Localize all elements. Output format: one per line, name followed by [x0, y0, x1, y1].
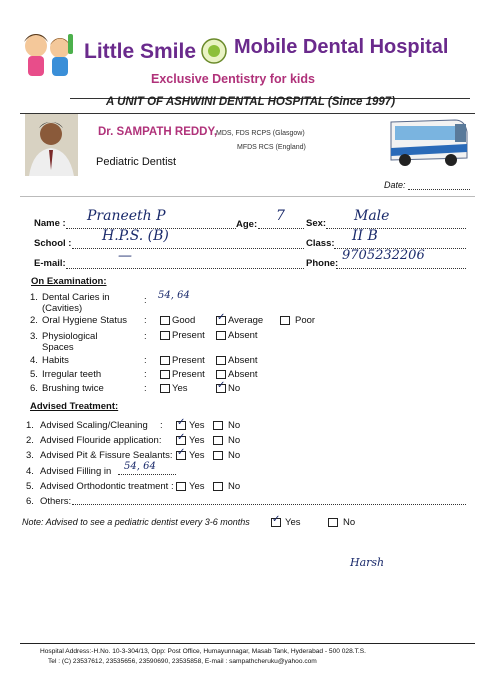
- logo-right-text: Mobile Dental Hospital: [234, 36, 449, 58]
- hygiene-poor-label: Poor: [295, 315, 316, 326]
- others-line: [72, 504, 466, 505]
- exam-label-2: Oral Hygiene Status: [42, 315, 128, 326]
- scaling-no-checkbox[interactable]: [213, 421, 223, 430]
- footer-rule: [20, 643, 475, 644]
- sex-line: [326, 228, 466, 229]
- sealants-no-label: No: [228, 450, 241, 461]
- header-subtitle: Exclusive Dentistry for kids: [151, 72, 315, 86]
- exam-caries-value[interactable]: 54, 64: [158, 290, 190, 301]
- spaces-present-checkbox[interactable]: [160, 331, 170, 340]
- sealants-yes-checkbox[interactable]: [176, 451, 186, 460]
- class-value[interactable]: II B: [352, 228, 378, 244]
- irregular-present-checkbox[interactable]: [160, 370, 170, 379]
- ortho-no-label: No: [228, 481, 241, 492]
- hygiene-average-label: Average: [228, 315, 264, 326]
- treat-label-1: Advised Scaling/Cleaning: [40, 420, 148, 431]
- treatment-title: Advised Treatment:: [30, 401, 119, 412]
- treat-colon-1: :: [160, 420, 163, 431]
- irregular-absent-label: Absent: [228, 369, 258, 380]
- ortho-yes-checkbox[interactable]: [176, 482, 186, 491]
- school-value[interactable]: H.P.S. (B): [102, 228, 169, 244]
- age-line: [258, 228, 304, 229]
- school-label: School :: [34, 238, 72, 249]
- phone-value[interactable]: 9705232206: [342, 248, 425, 263]
- exam-colon-5: :: [144, 369, 147, 380]
- signature: Harsh: [350, 556, 385, 569]
- treat-label-4: Advised Filling in: [40, 466, 112, 477]
- class-label: Class:: [306, 238, 335, 249]
- treat-label-5: Advised Orthodontic treatment :: [40, 481, 174, 492]
- email-line: [66, 268, 304, 269]
- fluoride-no-checkbox[interactable]: [213, 436, 223, 445]
- note-yes-label: Yes: [285, 517, 301, 528]
- doctor-photo: [25, 114, 78, 176]
- exam-num-1: 1.: [30, 292, 38, 303]
- scaling-yes-checkbox[interactable]: [176, 421, 186, 430]
- sex-label: Sex:: [306, 218, 327, 229]
- brushing-yes-checkbox[interactable]: [160, 384, 170, 393]
- exam-label-1: Dental Caries in (Cavities): [42, 292, 110, 314]
- date-label: Date:: [384, 180, 406, 190]
- ortho-no-checkbox[interactable]: [213, 482, 223, 491]
- phone-line: [336, 268, 466, 269]
- footer-address: Hospital Address:-H.No. 10-3-304/13, Opp: Post Office, Humayunnagar, Masab Tank, Hyderabad - 500 028.T.S.: [40, 648, 366, 655]
- note-yes-checkbox[interactable]: [271, 518, 281, 527]
- treat-num-3: 3.: [26, 450, 34, 461]
- habits-present-label: Present: [172, 355, 205, 366]
- doctor-name: Dr. SAMPATH REDDY,: [98, 126, 218, 138]
- exam-num-3: 3.: [30, 331, 38, 342]
- exam-colon-4: :: [144, 355, 147, 366]
- exam-colon-2: :: [144, 315, 147, 326]
- irregular-present-label: Present: [172, 369, 205, 380]
- brushing-yes-label: Yes: [172, 383, 188, 394]
- logo-left-text: Little Smile: [84, 40, 197, 63]
- fluoride-no-label: No: [228, 435, 241, 446]
- filling-line: [118, 474, 176, 475]
- hygiene-good-checkbox[interactable]: [160, 316, 170, 325]
- exam-label-6: Brushing twice: [42, 383, 104, 394]
- kids-logo-illustration: [16, 28, 80, 84]
- name-label: Name :: [34, 218, 66, 229]
- exam-num-6: 6.: [30, 383, 38, 394]
- sealants-no-checkbox[interactable]: [213, 451, 223, 460]
- exam-colon-1: :: [144, 295, 147, 306]
- email-value[interactable]: —: [118, 248, 132, 264]
- age-value[interactable]: 7: [276, 208, 285, 224]
- treat-num-4: 4.: [26, 466, 34, 477]
- treat-label-3: Advised Pit & Fissure Sealants:: [40, 450, 173, 461]
- age-label: Age:: [236, 219, 258, 230]
- school-line: [72, 248, 304, 249]
- doctor-specialty: Pediatric Dentist: [96, 156, 177, 168]
- treat-num-2: 2.: [26, 435, 34, 446]
- note-text: Note: Advised to see a pediatric dentist every 3-6 months: [22, 517, 250, 527]
- ortho-yes-label: Yes: [189, 481, 205, 492]
- sex-value[interactable]: Male: [354, 208, 390, 224]
- brushing-no-checkbox[interactable]: [216, 384, 226, 393]
- treat-num-5: 5.: [26, 481, 34, 492]
- fluoride-yes-label: Yes: [189, 435, 205, 446]
- treat-num-1: 1.: [26, 420, 34, 431]
- hygiene-poor-checkbox[interactable]: [280, 316, 290, 325]
- exam-label-5: Irregular teeth: [42, 369, 102, 380]
- filling-value[interactable]: 54, 64: [124, 461, 156, 472]
- sealants-yes-label: Yes: [189, 450, 205, 461]
- doctor-degrees-1: MDS, FDS RCPS (Glasgow): [216, 130, 305, 137]
- email-label: E-mail:: [34, 258, 66, 269]
- footer-tel: Tel : (C) 23537612, 23535656, 23590690, 23535858, E-mail : sampathcheruku@yahoo.com: [48, 658, 317, 665]
- hygiene-average-checkbox[interactable]: [216, 316, 226, 325]
- bus-illustration: [385, 112, 470, 170]
- scaling-yes-label: Yes: [189, 420, 205, 431]
- exam-num-2: 2.: [30, 315, 38, 326]
- exam-colon-6: :: [144, 383, 147, 394]
- exam-num-5: 5.: [30, 369, 38, 380]
- irregular-absent-checkbox[interactable]: [216, 370, 226, 379]
- name-value[interactable]: Praneeth P: [87, 208, 166, 224]
- exam-num-4: 4.: [30, 355, 38, 366]
- hygiene-good-label: Good: [172, 315, 196, 326]
- treat-num-6: 6.: [26, 496, 34, 507]
- spaces-present-label: Present: [172, 330, 205, 341]
- treat-label-6: Others:: [40, 496, 72, 507]
- spaces-absent-label: Absent: [228, 330, 258, 341]
- examination-title: On Examination:: [31, 276, 107, 287]
- fluoride-yes-checkbox[interactable]: [176, 436, 186, 445]
- habits-absent-label: Absent: [228, 355, 258, 366]
- doctor-degrees-2: MFDS RCS (England): [237, 144, 306, 151]
- phone-label: Phone:: [306, 258, 339, 269]
- exam-label-3: Physiological Spaces: [42, 331, 98, 353]
- note-no-label: No: [343, 517, 356, 528]
- treat-label-2: Advised Flouride application:: [40, 435, 162, 446]
- habits-present-checkbox[interactable]: [160, 356, 170, 365]
- unit-line: A UNIT OF ASHWINI DENTAL HOSPITAL (Since 1997): [106, 96, 396, 108]
- brushing-no-label: No: [228, 383, 241, 394]
- exam-label-4: Habits: [42, 355, 69, 366]
- scaling-no-label: No: [228, 420, 241, 431]
- note-no-checkbox[interactable]: [328, 518, 338, 527]
- form-top-rule: [20, 196, 475, 197]
- exam-colon-3: :: [144, 331, 147, 342]
- spaces-absent-checkbox[interactable]: [216, 331, 226, 340]
- habits-absent-checkbox[interactable]: [216, 356, 226, 365]
- hospital-emblem: [201, 38, 227, 64]
- date-line: [408, 189, 470, 190]
